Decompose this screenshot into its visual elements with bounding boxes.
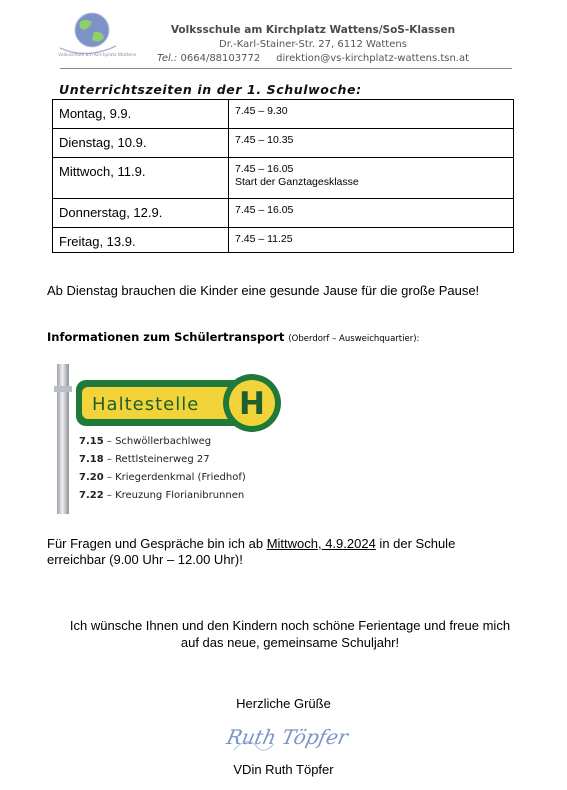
- stop-time: 7.15: [79, 436, 104, 447]
- day-cell: Montag, 9.9.: [53, 100, 229, 129]
- signer-name: VDin Ruth Töpfer: [233, 762, 334, 777]
- contact-paragraph: [47, 536, 507, 568]
- transport-heading: [47, 330, 419, 344]
- stop-time: 7.20: [79, 472, 104, 483]
- contact-text-post: in der Schule erreichbar (9.00 Uhr – 12.00 Uhr)!: [47, 536, 456, 567]
- table-row: [53, 129, 514, 158]
- contact-date: Mittwoch, 4.9.2024: [266, 536, 376, 551]
- sign-pole-icon: [54, 364, 72, 514]
- schedule-table: [52, 99, 514, 253]
- stop-name: Rettlsteinerweg 27: [115, 454, 210, 465]
- jause-paragraph: Ab Dienstag brauchen die Kinder eine gesunde Jause für die große Pause!: [47, 283, 480, 298]
- stop-name: Kriegerdenkmal (Friedhof): [115, 472, 246, 483]
- school-contact: [128, 53, 498, 64]
- svg-text:Volksschule am Kirchplatz Watt: Volksschule am Kirchplatz Wattens: [58, 53, 137, 58]
- time-cell: [229, 129, 514, 158]
- stop-item: [79, 454, 210, 465]
- header-divider: [60, 68, 512, 69]
- tel-number: 0664/88103772: [180, 53, 261, 64]
- day-cell: Mittwoch, 11.9.: [53, 158, 229, 199]
- stop-item: [79, 490, 244, 501]
- sign-label: Haltestelle: [92, 394, 200, 415]
- handwritten-signature-icon: [224, 714, 351, 758]
- time-cell: [229, 228, 514, 253]
- stop-time: 7.22: [79, 490, 104, 501]
- sign-letter: H: [239, 386, 265, 422]
- stop-separator: –: [106, 436, 112, 447]
- table-row: [53, 228, 514, 253]
- contact-text-pre: Für Fragen und Gespräche bin ich ab: [47, 536, 267, 551]
- time-value: 7.45 – 9.30: [235, 105, 288, 117]
- day-cell: Dienstag, 10.9.: [53, 129, 229, 158]
- day-cell: Donnerstag, 12.9.: [53, 199, 229, 228]
- stop-separator: –: [106, 490, 112, 501]
- table-row: [53, 199, 514, 228]
- wish-paragraph: Ich wünsche Ihnen und den Kindern noch schöne Ferientage und freue mich auf das neue, gemeinsame Schuljahr!: [69, 618, 511, 650]
- time-value: 7.45 – 10.35: [235, 134, 294, 146]
- school-logo-icon: [56, 10, 136, 58]
- stop-separator: –: [106, 454, 112, 465]
- stop-name: Schwöllerbachlweg: [115, 436, 212, 447]
- signature-text: Ruth Töpfer: [224, 725, 351, 749]
- stop-separator: –: [106, 472, 112, 483]
- time-value: 7.45 – 11.25: [235, 233, 293, 245]
- greeting: Herzliche Grüße: [236, 696, 331, 711]
- time-cell: [229, 199, 514, 228]
- transport-title: Informationen zum Schülertransport: [47, 330, 285, 344]
- time-cell: [229, 100, 514, 129]
- time-note: Start der Ganztagesklasse: [235, 176, 359, 188]
- school-address: Dr.-Karl-Stainer-Str. 27, 6112 Wattens: [219, 39, 407, 50]
- time-cell: [229, 158, 514, 199]
- email-address[interactable]: direktion@vs-kirchplatz-wattens.tsn.at: [276, 53, 470, 64]
- day-cell: Freitag, 13.9.: [53, 228, 229, 253]
- tel-label: Tel.:: [156, 53, 178, 64]
- time-value: 7.45 – 16.05: [235, 204, 294, 216]
- stop-name: Kreuzung Florianibrunnen: [115, 490, 245, 501]
- table-row: [53, 158, 514, 199]
- transport-subtitle: (Oberdorf – Ausweichquartier):: [288, 334, 420, 344]
- school-name: Volksschule am Kirchplatz Wattens/SoS-Klassen: [170, 24, 456, 36]
- table-row: [53, 100, 514, 129]
- stop-time: 7.18: [79, 454, 104, 465]
- stop-item: [79, 472, 246, 483]
- stop-item: [79, 436, 211, 447]
- haltestelle-sign-icon: [76, 374, 284, 432]
- table-title: Unterrichtszeiten in der 1. Schulwoche:: [59, 82, 362, 97]
- time-value: 7.45 – 16.05: [235, 163, 294, 175]
